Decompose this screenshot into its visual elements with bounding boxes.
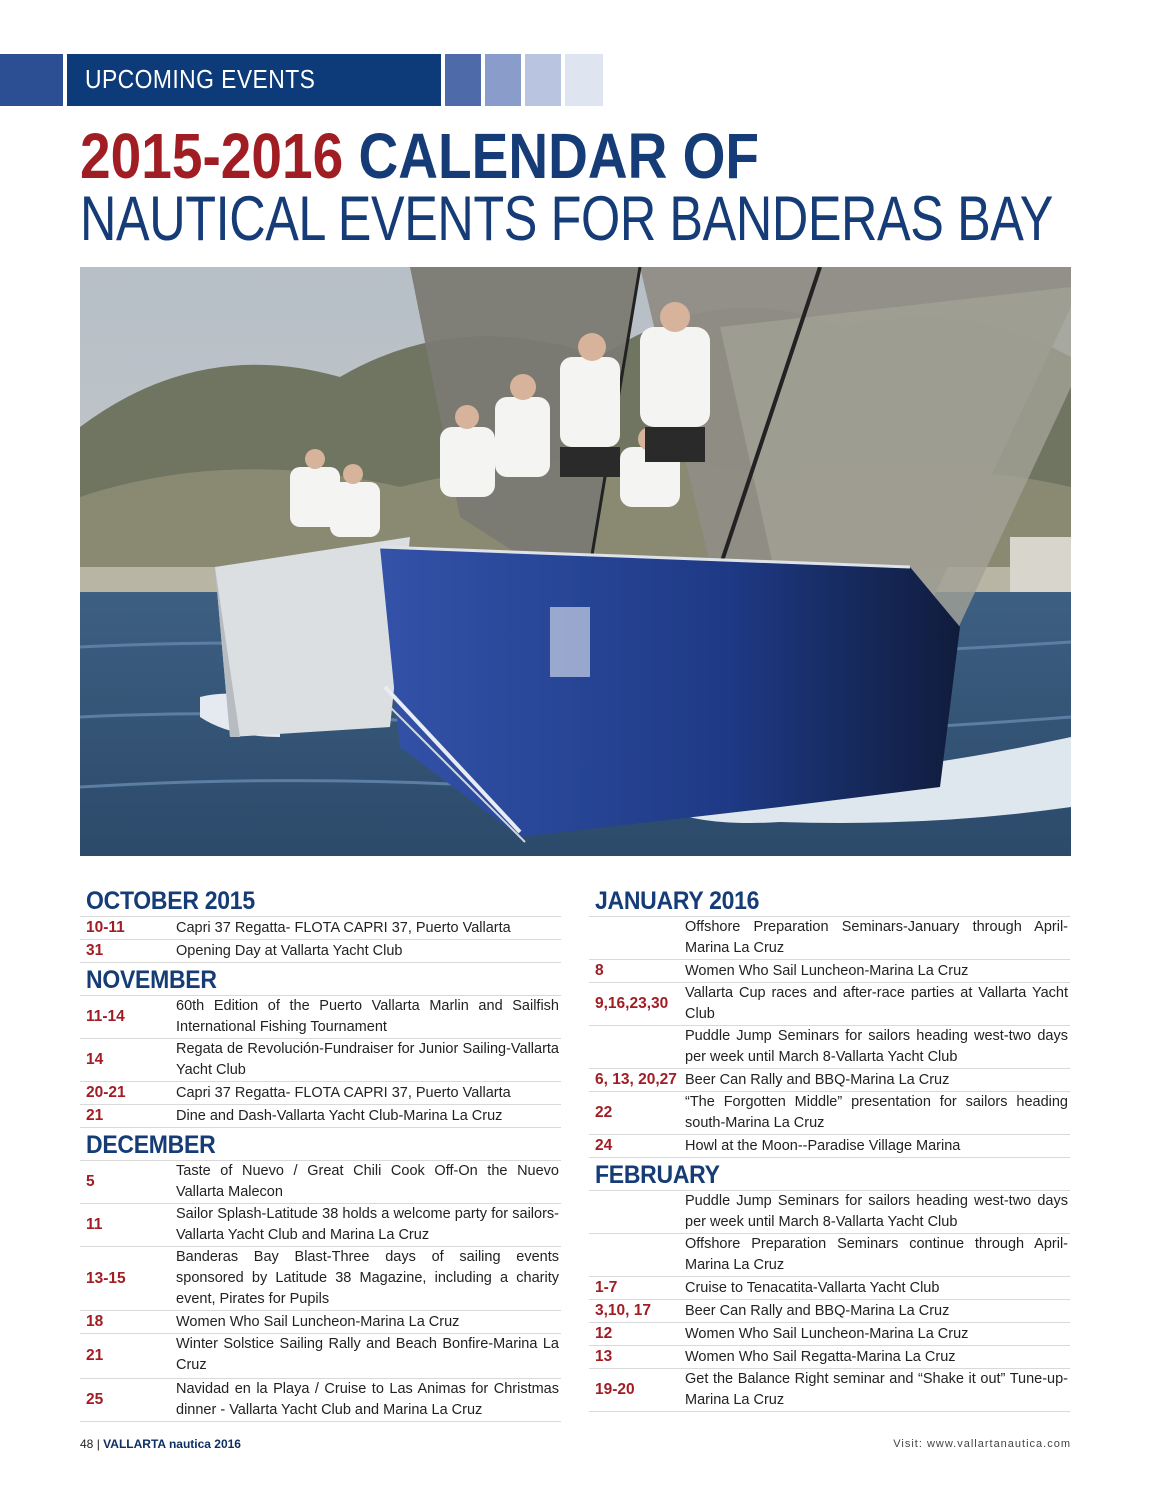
event-row	[80, 1082, 561, 1105]
event-description: Cruise to Tenacatita-Vallarta Yacht Club	[685, 1279, 940, 1296]
banner-block	[0, 54, 63, 106]
event-description: Beer Can Rally and BBQ-Marina La Cruz	[685, 1302, 950, 1319]
event-description: Puddle Jump Seminars for sailors heading west-two days per week until March 8-Vallarta Yacht Club	[685, 1193, 1068, 1230]
calendar-left-column	[80, 884, 561, 1422]
event-description: 60th Edition of the Puerto Vallarta Marlin and Sailfish International Fishing Tournament	[176, 998, 559, 1035]
event-row	[589, 1300, 1070, 1323]
event-description: Puddle Jump Seminars for sailors heading west-two days per week until March 8-Vallarta Yacht Club	[685, 1028, 1068, 1065]
event-date: 12	[595, 1325, 613, 1342]
event-description: Howl at the Moon--Paradise Village Marina	[685, 1137, 961, 1154]
event-date: 22	[595, 1104, 613, 1121]
page-number: 48	[80, 1437, 94, 1451]
event-description: Women Who Sail Regatta-Marina La Cruz	[685, 1348, 956, 1365]
event-date: 25	[86, 1391, 104, 1408]
banner-block	[485, 54, 521, 106]
title-line1-rest: CALENDAR OF	[358, 120, 760, 192]
event-description: Dine and Dash-Vallarta Yacht Club-Marina La Cruz	[176, 1107, 503, 1124]
event-date: 1-7	[595, 1279, 618, 1296]
event-date: 6, 13, 20,27	[595, 1071, 677, 1088]
sailboat-race-photo	[80, 267, 1071, 856]
event-row	[80, 1161, 561, 1204]
page-title-line2: NAUTICAL EVENTS FOR BANDERAS BAY	[80, 184, 1054, 254]
event-date: 11	[86, 1216, 103, 1233]
event-row	[80, 996, 561, 1039]
month-heading: FEBRUARY	[589, 1158, 1070, 1191]
footer-website[interactable]: Visit: www.vallartanautica.com	[893, 1438, 1071, 1450]
event-row	[80, 917, 561, 940]
event-row	[589, 1026, 1070, 1069]
footer-separator: |	[96, 1437, 100, 1451]
event-row	[589, 1191, 1070, 1234]
event-row	[589, 1323, 1070, 1346]
event-row	[80, 1105, 561, 1128]
event-date: 13-15	[86, 1269, 126, 1287]
banner-label-block	[67, 54, 441, 106]
event-date: 14	[86, 1051, 104, 1068]
month-heading: JANUARY 2016	[589, 884, 1070, 917]
event-description: Banderas Bay Blast-Three days of sailing events sponsored by Latitude 38 Magazine, including a charity event, Pirates for Pupils	[176, 1249, 559, 1307]
event-row	[589, 1277, 1070, 1300]
event-date: 19-20	[595, 1381, 635, 1398]
event-description: Get the Balance Right seminar and “Shake it out” Tune-up-Marina La Cruz	[685, 1371, 1068, 1408]
banner-block	[445, 54, 481, 106]
event-row	[80, 940, 561, 963]
event-row	[80, 1039, 561, 1082]
event-date: 13	[595, 1348, 613, 1365]
event-description: Capri 37 Regatta- FLOTA CAPRI 37, Puerto Vallarta	[176, 919, 511, 936]
page-footer-left	[80, 1437, 241, 1451]
event-description: Sailor Splash-Latitude 38 holds a welcome party for sailors-Vallarta Yacht Club and Marina La Cruz	[176, 1206, 559, 1243]
event-row	[589, 983, 1070, 1026]
event-row	[80, 1334, 561, 1379]
event-date: 18	[86, 1313, 104, 1330]
event-row	[589, 1346, 1070, 1369]
section-label: UPCOMING EVENTS	[85, 64, 316, 94]
event-date: 9,16,23,30	[595, 995, 669, 1012]
event-row	[80, 1247, 561, 1311]
event-row	[589, 1069, 1070, 1092]
event-date: 21	[86, 1107, 104, 1124]
event-row	[589, 1092, 1070, 1135]
title-years: 2015-2016	[80, 120, 344, 192]
page-title-line1	[80, 120, 760, 192]
event-description: Women Who Sail Luncheon-Marina La Cruz	[176, 1313, 460, 1330]
event-description: Regata de Revolución-Fundraiser for Junior Sailing-Vallarta Yacht Club	[176, 1041, 559, 1078]
event-date: 8	[595, 962, 604, 979]
event-date: 20-21	[86, 1084, 126, 1101]
event-date: 5	[86, 1173, 95, 1190]
banner-block	[525, 54, 561, 106]
event-date: 31	[86, 942, 104, 959]
event-description: Winter Solstice Sailing Rally and Beach Bonfire-Marina La Cruz	[176, 1336, 559, 1373]
event-date: 3,10, 17	[595, 1302, 652, 1319]
publication-name: VALLARTA nautica 2016	[103, 1437, 241, 1451]
event-row	[80, 1379, 561, 1422]
event-description: Capri 37 Regatta- FLOTA CAPRI 37, Puerto Vallarta	[176, 1084, 511, 1101]
event-row	[80, 1311, 561, 1334]
event-description: Navidad en la Playa / Cruise to Las Animas for Christmas dinner - Vallarta Yacht Club and Marina La Cruz	[176, 1381, 559, 1418]
event-description: Opening Day at Vallarta Yacht Club	[176, 942, 403, 959]
event-row	[589, 917, 1070, 960]
event-description: Vallarta Cup races and after-race parties at Vallarta Yacht Club	[685, 985, 1068, 1022]
event-description: Women Who Sail Luncheon-Marina La Cruz	[685, 1325, 969, 1342]
event-row	[589, 1135, 1070, 1158]
calendar-right-column	[589, 884, 1070, 1412]
event-description: Women Who Sail Luncheon-Marina La Cruz	[685, 962, 969, 979]
event-date: 21	[86, 1347, 104, 1364]
event-description: Beer Can Rally and BBQ-Marina La Cruz	[685, 1071, 950, 1088]
event-date: 11-14	[86, 1008, 125, 1025]
event-row	[589, 960, 1070, 983]
event-description: “The Forgotten Middle” presentation for sailors heading south-Marina La Cruz	[685, 1094, 1068, 1131]
event-row	[589, 1369, 1070, 1412]
event-description: Offshore Preparation Seminars-January through April-Marina La Cruz	[685, 919, 1068, 956]
event-date: 24	[595, 1137, 613, 1154]
month-heading: NOVEMBER	[80, 963, 561, 996]
event-description: Taste of Nuevo / Great Chili Cook Off-On the Nuevo Vallarta Malecon	[176, 1163, 559, 1200]
month-heading: DECEMBER	[80, 1128, 561, 1161]
banner-block	[565, 54, 603, 106]
event-row	[589, 1234, 1070, 1277]
event-row	[80, 1204, 561, 1247]
event-description: Offshore Preparation Seminars continue through April- Marina La Cruz	[685, 1236, 1068, 1273]
event-date: 10-11	[86, 919, 125, 936]
month-heading: OCTOBER 2015	[80, 884, 561, 917]
